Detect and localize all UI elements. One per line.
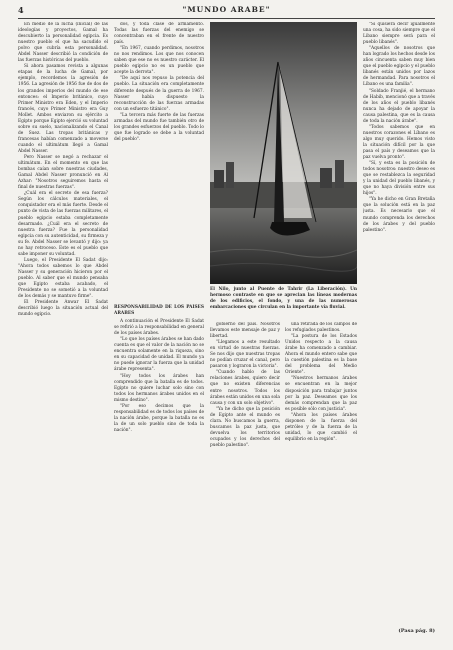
paragraph: "Si quisiera decir igualmente una cosa, ha sido siempre que el Libano siempre será para el pueblo libanés". xyxy=(363,22,435,46)
paragraph: ¿Cuál era el secreto de esa fuerza? Según los cálculos materiales, el conquistador era el más fuerte. Desde el punto de vista de las fuerzas militares, el pueblo egipcio estaba completamente desarmado. ¿Cuál era el secreto de nuestra fuerza? Fue la personalidad egipcia con su autenticidad, su firmeza y su fe. Abdel Nasser se levantó y dijo: ya no hay retroceso. Este es el pueblo que sabe imponer su voluntad. xyxy=(18,191,108,257)
paragraph: El Presidente Anwar El Sadat describió luego la situación actual del mundo egipcio. xyxy=(18,300,108,318)
paragraph: Luego, el Presidente El Sadat dijo: "Ahora todos sabemos lo que Abdel Nasser y su generación hicieron por el pueblo. Al saber que el mundo pensaba que Egipto estaba acabado, el Presidente no se sometió a la voluntad de los demás y se mantuvo firme". xyxy=(18,257,108,300)
paragraph: "Hoy todos los árabes han comprendido que la batalla es de todos. Egipto no quiere luchar solo sino con todos los hermanos árabes unidos en el mismo destino". xyxy=(114,373,204,403)
page-number: 4 xyxy=(18,5,24,15)
column-1 xyxy=(18,22,108,634)
column-2 xyxy=(114,22,204,298)
column-2-lower xyxy=(114,302,204,634)
nile-photograph xyxy=(210,22,357,284)
paragraph: "Sí, y esta es la posición de todos nosotros: nuestro deseo es que se restablezca la seguridad y la unidad del pueblo libanés, y que no haya división entre sus hijos". xyxy=(363,161,435,197)
photo-caption: El Nilo, junto al Puente de Tahrir (La Liberación). Un hermoso contraste en que se aprecian las líneas modernas de los edificios, el fondo, y una de las numerosas embarcaciones que circulan en la importante vía fluvial. xyxy=(210,287,357,310)
paragraph: "Por eso decimos que la responsabilidad es de todos los países de la nación árabe, porque la batalla no es la de un solo pueblo sino de toda la nación". xyxy=(114,403,204,433)
paragraph: "Soldado Franjié, el hermano de Habib, mencionó que a través de los años el pueblo libanés nunca ha dejado de apoyar la causa palestina, que es la causa de toda la nación árabe". xyxy=(363,88,435,124)
paragraph: "Cuando hablo de las relaciones árabes, quiero decir que no existen diferencias entre nosotros. Todos los árabes están unidos en una sola causa y con un solo objetivo". xyxy=(210,370,280,406)
paragraph: "De aquí nos repuso la potencia del pueblo. La situación era completamente diferente después de la guerra de 1967. Nasser había dispuesto la reconstrucción de las fuerzas armadas con un esfuerzo titánico". xyxy=(114,76,204,112)
paragraph: "La tercera más fuerte de las fuerzas armadas del mundo fue también otro de los grandes esfuerzos del pueblo. Todo lo que fue logrado se debe a la voluntad del pueblo". xyxy=(114,112,204,142)
paragraph: "Ahora los países árabes disponen de la fuerza del petróleo y de la fuerza de la unidad, lo que cambió el equilibrio en la región". xyxy=(285,412,357,442)
paragraph: Si ahora pasamos revista a algunas etapas de la lucha de Gamal, por ejemplo, recordemos la agresión de 1956. La agresión de 1956 fue de dos de los grandes imperios del mundo de ese entonces: el Imperio británico, cuyo Primer Ministro era Eden, y el Imperio francés, cuyo Primer Ministro era Guy Mollet. Ambos enviaron su ejército a Egipto porque Egipto ejerció su voluntad sobre su suelo, nacionalizando el Canal de Suez. Las tropas británicas y francesas habían comenzado a moverse cuando el ultimátum llegó a Gamal Abdel Nasser. xyxy=(18,64,108,154)
paragraph: dos, y toda clase de armamento. Todas las fuerzas del enemigo se concentraban en el frente de nuestro país. xyxy=(114,22,204,46)
paragraph: gobierno del país. Nosotros llevamos este mensaje de paz y libertad. xyxy=(210,322,280,340)
paragraph: "Aquellos de nosotros que han logrado los hechos desde los años cincuenta saben muy bien que el pueblo egipcio y el pueblo libanés están unidos por lazos de hermandad. Para nosotros el Líbano es una familia". xyxy=(363,46,435,88)
paragraph: "En 1967, cuando perdimos, nosotros no nos rendimos. Los que nos conocen saben que ese no es nuestro carácter. El pueblo egipcio no es un pueblo que acepte la derrota". xyxy=(114,46,204,76)
header-rule xyxy=(18,18,435,19)
paragraph: "Ya he dicho en Gran Bretaña que la solución está en la paz justa. Es necesario que el mundo comprenda los derechos de los árabes y del pueblo palestino". xyxy=(363,197,435,233)
paragraph: Pero Nasser se negó a rechazar el ultimátum. En el momento en que las bombas caían sobre nuestras ciudades, Gamal Abdel Nasser pronunció en Al Azhar: "Nosotros seguiremos hasta el final de nuestras fuerzas". xyxy=(18,155,108,191)
column-3 xyxy=(210,322,280,634)
paragraph: "Lo que los países árabes se han dado cuenta es que el valor de la nación no se encuentra solamente en la riqueza, sino en su capacidad de unidad. El mundo ya no puede ignorar la fuerza que la unidad árabe representa". xyxy=(114,337,204,373)
paragraph: "La postura de los Estados Unidos respecto a la causa árabe ha comenzado a cambiar. Ahora el mundo entero sabe que la cuestión palestina es la base del problema del Medio Oriente". xyxy=(285,334,357,376)
photo-illustration xyxy=(210,22,357,284)
section-subheading: RESPONSABILIDAD DE LOS PAISES ARABES xyxy=(114,305,204,317)
page-header xyxy=(18,5,435,17)
column-5 xyxy=(363,22,435,622)
paragraph: "Todos sabemos que en nuestros corazones el Líbano es algo muy querido. Hemos visto la situación difícil por la que pasa el país y deseamos que la paz vuelva pronto". xyxy=(363,124,435,161)
column-4 xyxy=(285,322,357,634)
paragraph: "Nuestros hermanos árabes se encuentran en la mejor disposición para trabajar juntos por la paz. Deseamos que los demás comprendan que la paz es posible sólo con justicia". xyxy=(285,376,357,412)
continued-note: (Pasa pág. 8) xyxy=(398,628,435,634)
paragraph: En medio de la lucha (inicial) de las ideologías y proyectos, Gamal ha descubierto la personalidad egipcia. Es nuestro pueblo el que ha sacudido el polvo que cubría esta personalidad. Abdel Nasser describió la condición de las fuerzas históricas del pueblo. xyxy=(18,22,108,64)
paragraph: "Ya he dicho que la posición de Egipto ante el mundo es clara. No buscamos la guerra, buscamos la paz justa, que devuelva los territorios ocupados y los derechos del pueblo palestino". xyxy=(210,406,280,448)
paragraph: A continuación el Presidente El Sadat se refirió a la responsabilidad en general de los países árabes. xyxy=(114,319,204,337)
paragraph: una retirada de los campos de los refugiados palestinos. xyxy=(285,322,357,334)
paragraph: "Llegamos a este resultado en virtud de nuestras fuerzas. Se nos dijo que nuestras tropas no podían cruzar el canal, pero pasaron y lograron la victoria". xyxy=(210,340,280,370)
publication-title: "MUNDO ARABE" xyxy=(182,5,271,14)
